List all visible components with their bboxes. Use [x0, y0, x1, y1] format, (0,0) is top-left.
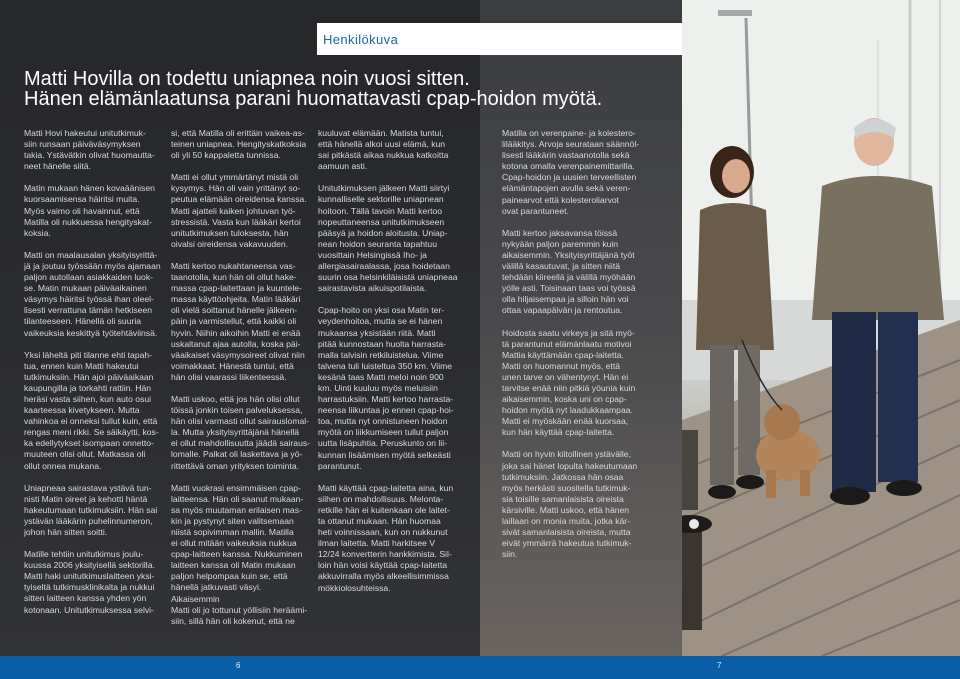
paragraph: Matti on maalausalan yksityisyrittä- jä ja joutuu työssään myös ajamaan paljon autollaan asiakkaiden luok- se. Matin mukaan päiväaikainen väsymys häiritsi työssä ihan oleel- lisesti verrattuna tämän hetkiseen tilanteeseen. Hänellä oli suuria vaikeuksia keskittyä työtehtäviinsä. — [24, 249, 161, 338]
text-column-4 — [502, 128, 642, 571]
paragraph: Matilla on verenpaine- ja kolestero- lilääkitys. Arvoja seurataan säännöl- lisesti lääkärin vastaanotolla sekä kotona omalla verenpainemittarilla. Cpap-hoidon ja uusien terveellisten elämäntapojen avulla sekä veren- painearvot että kolesteroliarvot ovat parantuneet. — [502, 128, 640, 216]
paragraph: Unitutkimuksen jälkeen Matti siirtyi kunnalliselle sektorille uniapnean hoitoon. Tällä tavoin Matti kertoo nopeuttaneensa unitutkimukseen pääsyä ja hoidon aloitusta. Uniap- nean hoidon seuranta tapahtuu vuosittain Helsingissä Iho- ja allergiasairaalassa, josa hoidetaan suurin osa helsinkiläisistä uniapneaa sairastavista aikuispotilaista. — [318, 183, 458, 294]
headline-line-1: Matti Hovilla on todettu uniapnea noin vuosi sitten. — [24, 68, 470, 90]
paragraph: Matti on hyvin kiitollinen ystävälle, joka sai hänet lopulta hakeutumaan tutkimuksiin. Jatkossa hän osaa myös herkästi suositella tutkimuk- sia toisille samanlaisista oireista kärsiville. Matti uskoo, että hänen laillaan on monia muita, jotka kär- sivät samanlaisista oireista, mutta eivät ymmärrä hakeutua tutkimuk- siin. — [502, 449, 638, 560]
paragraph: si, että Matilla oli erittäin vaikea-as- teinen uniapnea. Hengityskatkoksia oli yli 50 kappaletta tunnissa. — [171, 128, 307, 161]
paragraph: Matin mukaan hänen kovaäänisen kuorsaamisensa häiritsi muita. Myös vaimo oli havainnut, että Matilla oli nukkuessa hengityskat- koksia. — [24, 183, 155, 238]
paragraph: Cpap-hoito on yksi osa Matin ter- veydenhoitoa, mutta se ei hänen mukaansa yksistään riitä. Matti pitää kunnostaan huolta harrasta- malla talvisin retkiluistelua. Viime talvena tuli luisteltua 350 km. Viime kesänä taas Matti meloi noin 900 km. Uinti kuuluu myös meluisiin harrastuksiin. Matti kertoo harrasta- neensa liikuntaa jo ennen cpap-hoi- toa, mutta nyt onnistuneen hoidon myötä on liikkumiseen tullut paljon uutta lisäpuhtia. Peruskunto on lii- kunnan lisäämisen myötä selkeästi parantunut. — [318, 305, 454, 471]
paragraph: Matti uskoo, että jos hän olisi ollut töissä jonkin toisen palveluksessa, hän olisi varmasti ollut sairauslomal- la. Mutta yksityisyrittäjänä hänellä ei ollut mahdollisuutta jäädä sairaus- lomalle. Palkat oli laskettava ja yö- rittettävä oman yrityksen toiminta. — [171, 393, 311, 471]
paragraph: Uniapneaa sairastava ystävä tun- nisti Matin oireet ja kehotti häntä hakeutumaan tutkimuksiin. Hän sai ystävän lääkärin puhelinnumeron, johon hän sitten soitti. — [24, 482, 158, 537]
paragraph: Matti Hovi hakeutui unitutkimuk- siin runsaan päiväväsymyksen takia. Ystävätkin olivat huomautta- neet hänelle siitä. — [24, 128, 155, 172]
paragraph: Hoidosta saatu virkeys ja sitä myö- tä parantunut elämänlaatu motivoi Mattia käyttämään cpap-laitetta. Matti on huomannut myös, että unen tarve on vähentynyt. Hän ei tarvitse enää niin pitkiä yöunia kuin aikaisemmin, koska uni on cpap- hoidon myötä nyt laadukkaampaa. Matti ei myöskään enää kuorsaa, kun hän käyttää cpap-laitetta. — [502, 327, 636, 438]
paragraph: Yksi läheltä piti tilanne ehti tapah- tua, ennen kuin Matti hakeutui tutkimuksiin. Hän ajoi päiväaikaan kaupungilla ja torkahti rattiin. Hän heräsi vasta siihen, kun auto osui kaarteessa kivetykseen. Mutta vahinkoa ei onneksi tullut kuin, että rengas meni rikki. Se säikäytti, kos- ka edellytykset isompaan onnetto- muuteen olisi ollut. Matkassa oli ollut onnea mukana. — [24, 349, 159, 471]
paragraph: Matille tehtiin unitutkimus joulu- kuussa 2006 yksityisellä sektorilla. Matti haki unitutkimuslaitteen yksi- tyiseltä tutkimusklinikalta ja nukkui sitten laitteen kanssa yhden yön kotonaan. Unitutkimuksessa selvi- — [24, 549, 155, 615]
footer-bar — [0, 656, 960, 679]
headline-line-2: Hänen elämänlaatunsa parani huomattavasti cpap-hoidon myötä. — [24, 88, 603, 110]
headline — [24, 69, 684, 109]
paragraph: kuuluvat elämään. Matista tuntui, että hänellä alkoi uusi elämä, kun sai pitkästä aikaa nukkua katkoitta aamuun asti. — [318, 128, 449, 172]
section-tab: Henkilökuva — [317, 23, 682, 55]
paragraph: Matti kertoo jaksavansa töissä nykyään paljon paremmin kuin aikaisemmin. Yksityisyrittäjänä työt välillä kasautuvat, ja sitten niitä tehdään kiireellä ja välillä myöhään yölle asti. Toisinaan taas voi työssä olla hiljaisempaa ja silloin hän voi ottaa vapaapäivän ja rentoutua. — [502, 227, 636, 316]
cover-photo — [682, 0, 960, 656]
page-number-right: 7 — [717, 661, 722, 670]
page-number-left: 6 — [236, 661, 241, 670]
paragraph: Matti ei ollut ymmärtänyt mistä oli kysymys. Hän oli vain yrittänyt so- peutua elämään oireidensa kanssa. Matti ajatteli kaiken johtuvan työ- stressistä. Vasta kun lääkäri kertoi unitutkimuksen tuloksesta, hän oivalsi oireidensa vakavuuden. — [171, 172, 307, 249]
paragraph: Matti vuokrasi ensimmäisen cpap- laitteensa. Hän oli saanut mukaan- sa myös muutaman erilaisen mas- kin ja pystynyt siten valitsemaan niistä sopivimman mallin. Matilla ei ollut mitään vaikeuksia nukkua cpap-laitteen kanssa. Nukkuminen laitteen kanssa oli Matin mukaan paljon helpompaa kuin se, että hänellä jatkuvasti väsyi. Aikaisemmin Matti oli jo tottunut yöllisiin heräämi- siin, sillä hän oli kokenut, että ne — [171, 482, 308, 626]
photo-illustration — [682, 0, 960, 656]
text-column-3 — [318, 128, 458, 605]
text-column-2 — [171, 128, 311, 638]
paragraph: Matti kertoo nukahtaneensa vas- taanotolla, kun hän oli ollut hake- massa cpap-laitettaan ja kuuntele- massa käyttöohjeita. Matin lääkäri oli vielä soittanut hänelle jälkeen- päin ja varmistellut, että kaikki oli hyvin. Niihin aikoihin Matti ei enää uskaltanut ajaa autolla, koska päi- väaikaiset väsymysoireet olivat niin voimakkaat. Hänestä tuntui, että hän olisi vaarassi liikenteessä. — [171, 260, 305, 382]
paragraph: Matti käyttää cpap-laitetta aina, kun siihen on mahdollisuus. Melonta- retkille hän ei kuitenkaan ole laitet- ta ottanut mukaan. Hän huomaa heti voinnissaan, kun on nukkunut ilman laitetta. Matti harkitsee V 12/24 konvertterin hankkimista. Sil- loin hän voisi käyttää cpap-laitetta akkuvirralla myös alkeellisimmissa mökkiolosuhteissa. — [318, 482, 454, 593]
text-column-1 — [24, 128, 164, 627]
